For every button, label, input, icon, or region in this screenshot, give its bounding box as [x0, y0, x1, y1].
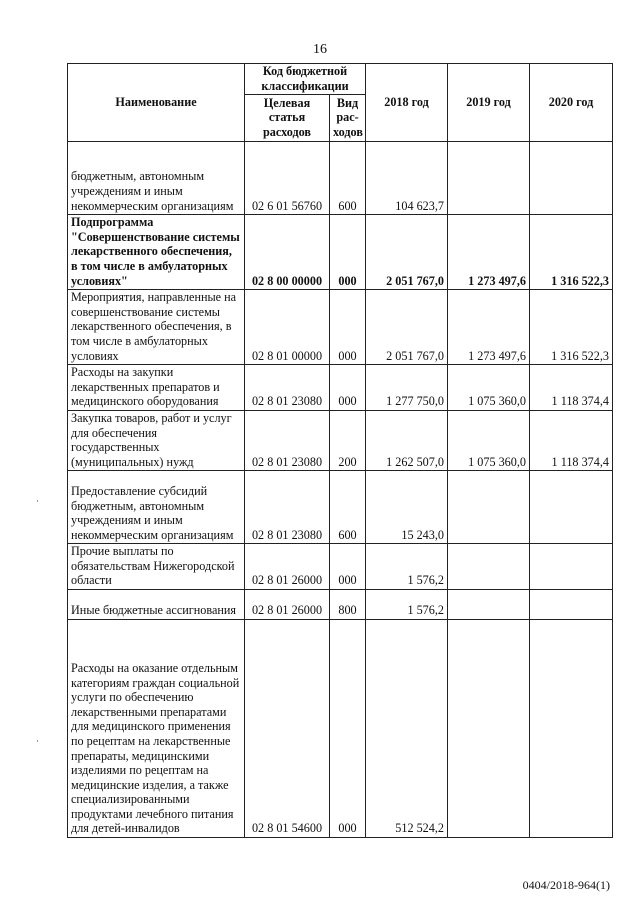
row-expense-kind: 000	[330, 544, 366, 590]
row-value-2018: 2 051 767,0	[366, 290, 448, 365]
row-value-2020	[530, 142, 613, 215]
row-value-2020: 1 316 522,3	[530, 215, 613, 290]
table-row	[68, 544, 613, 590]
row-value-2018: 15 243,0	[366, 471, 448, 544]
row-name: Иные бюджетные ассигнования	[68, 590, 245, 620]
row-expense-kind: 000	[330, 215, 366, 290]
row-value-2018: 1 277 750,0	[366, 365, 448, 411]
row-value-2018: 2 051 767,0	[366, 215, 448, 290]
row-target-article: 02 8 01 26000	[245, 544, 330, 590]
row-value-2020	[530, 620, 613, 838]
row-name: Расходы на оказание отдельным категориям граждан социальной услуги по обеспечению лекарственными препаратами для медицинского применения по рецептам на лекарственные препараты, медицинскими изделиями по рецептам на медицинские изделия, а также специализированными продуктами лечебного питания для детей-инвалидов	[68, 620, 245, 838]
row-value-2019: 1 273 497,6	[448, 290, 530, 365]
row-value-2019	[448, 544, 530, 590]
row-value-2018: 1 576,2	[366, 544, 448, 590]
row-target-article: 02 8 01 23080	[245, 365, 330, 411]
row-value-2020: 1 118 374,4	[530, 410, 613, 470]
row-target-article: 02 8 01 23080	[245, 471, 330, 544]
row-target-article: 02 8 01 26000	[245, 590, 330, 620]
table-row	[68, 590, 613, 620]
header-name: Наименование	[68, 64, 245, 142]
document-code: 0404/2018-964(1)	[522, 878, 610, 892]
pen-mark	[37, 740, 38, 742]
row-name: Прочие выплаты по обязательствам Нижегородской области	[68, 544, 245, 590]
row-expense-kind: 200	[330, 410, 366, 470]
table-row	[68, 142, 613, 215]
header-target-article: Целевая статья расходов	[245, 95, 330, 142]
row-expense-kind: 600	[330, 142, 366, 215]
table-row	[68, 215, 613, 290]
row-value-2018: 1 262 507,0	[366, 410, 448, 470]
header-year-2020: 2020 год	[530, 64, 613, 142]
table-row	[68, 410, 613, 470]
row-value-2020	[530, 544, 613, 590]
row-name: Закупка товаров, работ и услуг для обеспечения государственных (муниципальных) нужд	[68, 410, 245, 470]
table-row	[68, 471, 613, 544]
row-value-2019	[448, 620, 530, 838]
row-expense-kind: 000	[330, 365, 366, 411]
row-target-article: 02 8 00 00000	[245, 215, 330, 290]
row-value-2018: 104 623,7	[366, 142, 448, 215]
row-expense-kind: 800	[330, 590, 366, 620]
row-value-2019: 1 273 497,6	[448, 215, 530, 290]
table-row	[68, 620, 613, 838]
header-year-2018: 2018 год	[366, 64, 448, 142]
row-target-article: 02 8 01 23080	[245, 410, 330, 470]
row-target-article: 02 8 01 00000	[245, 290, 330, 365]
row-value-2018: 1 576,2	[366, 590, 448, 620]
header-year-2019: 2019 год	[448, 64, 530, 142]
row-target-article: 02 6 01 56760	[245, 142, 330, 215]
row-value-2018: 512 524,2	[366, 620, 448, 838]
row-name: Предоставление субсидий бюджетным, автономным учреждениям и иным некоммерческим организациям	[68, 471, 245, 544]
row-name: Расходы на закупки лекарственных препаратов и медицинского оборудования	[68, 365, 245, 411]
row-value-2020: 1 118 374,4	[530, 365, 613, 411]
pen-mark	[37, 500, 38, 502]
budget-table	[67, 63, 613, 838]
header-expense-kind: Вид рас- ходов	[330, 95, 366, 142]
row-value-2019	[448, 471, 530, 544]
table-body	[68, 142, 613, 838]
header-code-group: Код бюджетной классификации	[245, 64, 366, 95]
table-row	[68, 365, 613, 411]
row-value-2019	[448, 142, 530, 215]
row-name: бюджетным, автономным учреждениям и иным некоммерческим организациям	[68, 142, 245, 215]
row-value-2020	[530, 590, 613, 620]
table-row	[68, 290, 613, 365]
row-target-article: 02 8 01 54600	[245, 620, 330, 838]
row-expense-kind: 600	[330, 471, 366, 544]
row-value-2019: 1 075 360,0	[448, 410, 530, 470]
row-value-2020: 1 316 522,3	[530, 290, 613, 365]
row-value-2019: 1 075 360,0	[448, 365, 530, 411]
row-expense-kind: 000	[330, 620, 366, 838]
row-name: Мероприятия, направленные на совершенствование системы лекарственного обеспечения, в том числе в амбулаторных условиях	[68, 290, 245, 365]
row-value-2020	[530, 471, 613, 544]
row-value-2019	[448, 590, 530, 620]
row-name: Подпрограмма "Совершенствование системы лекарственного обеспечения, в том числе в амбулаторных условиях"	[68, 215, 245, 290]
row-expense-kind: 000	[330, 290, 366, 365]
table-header	[68, 64, 613, 142]
page-number: 16	[313, 42, 327, 57]
